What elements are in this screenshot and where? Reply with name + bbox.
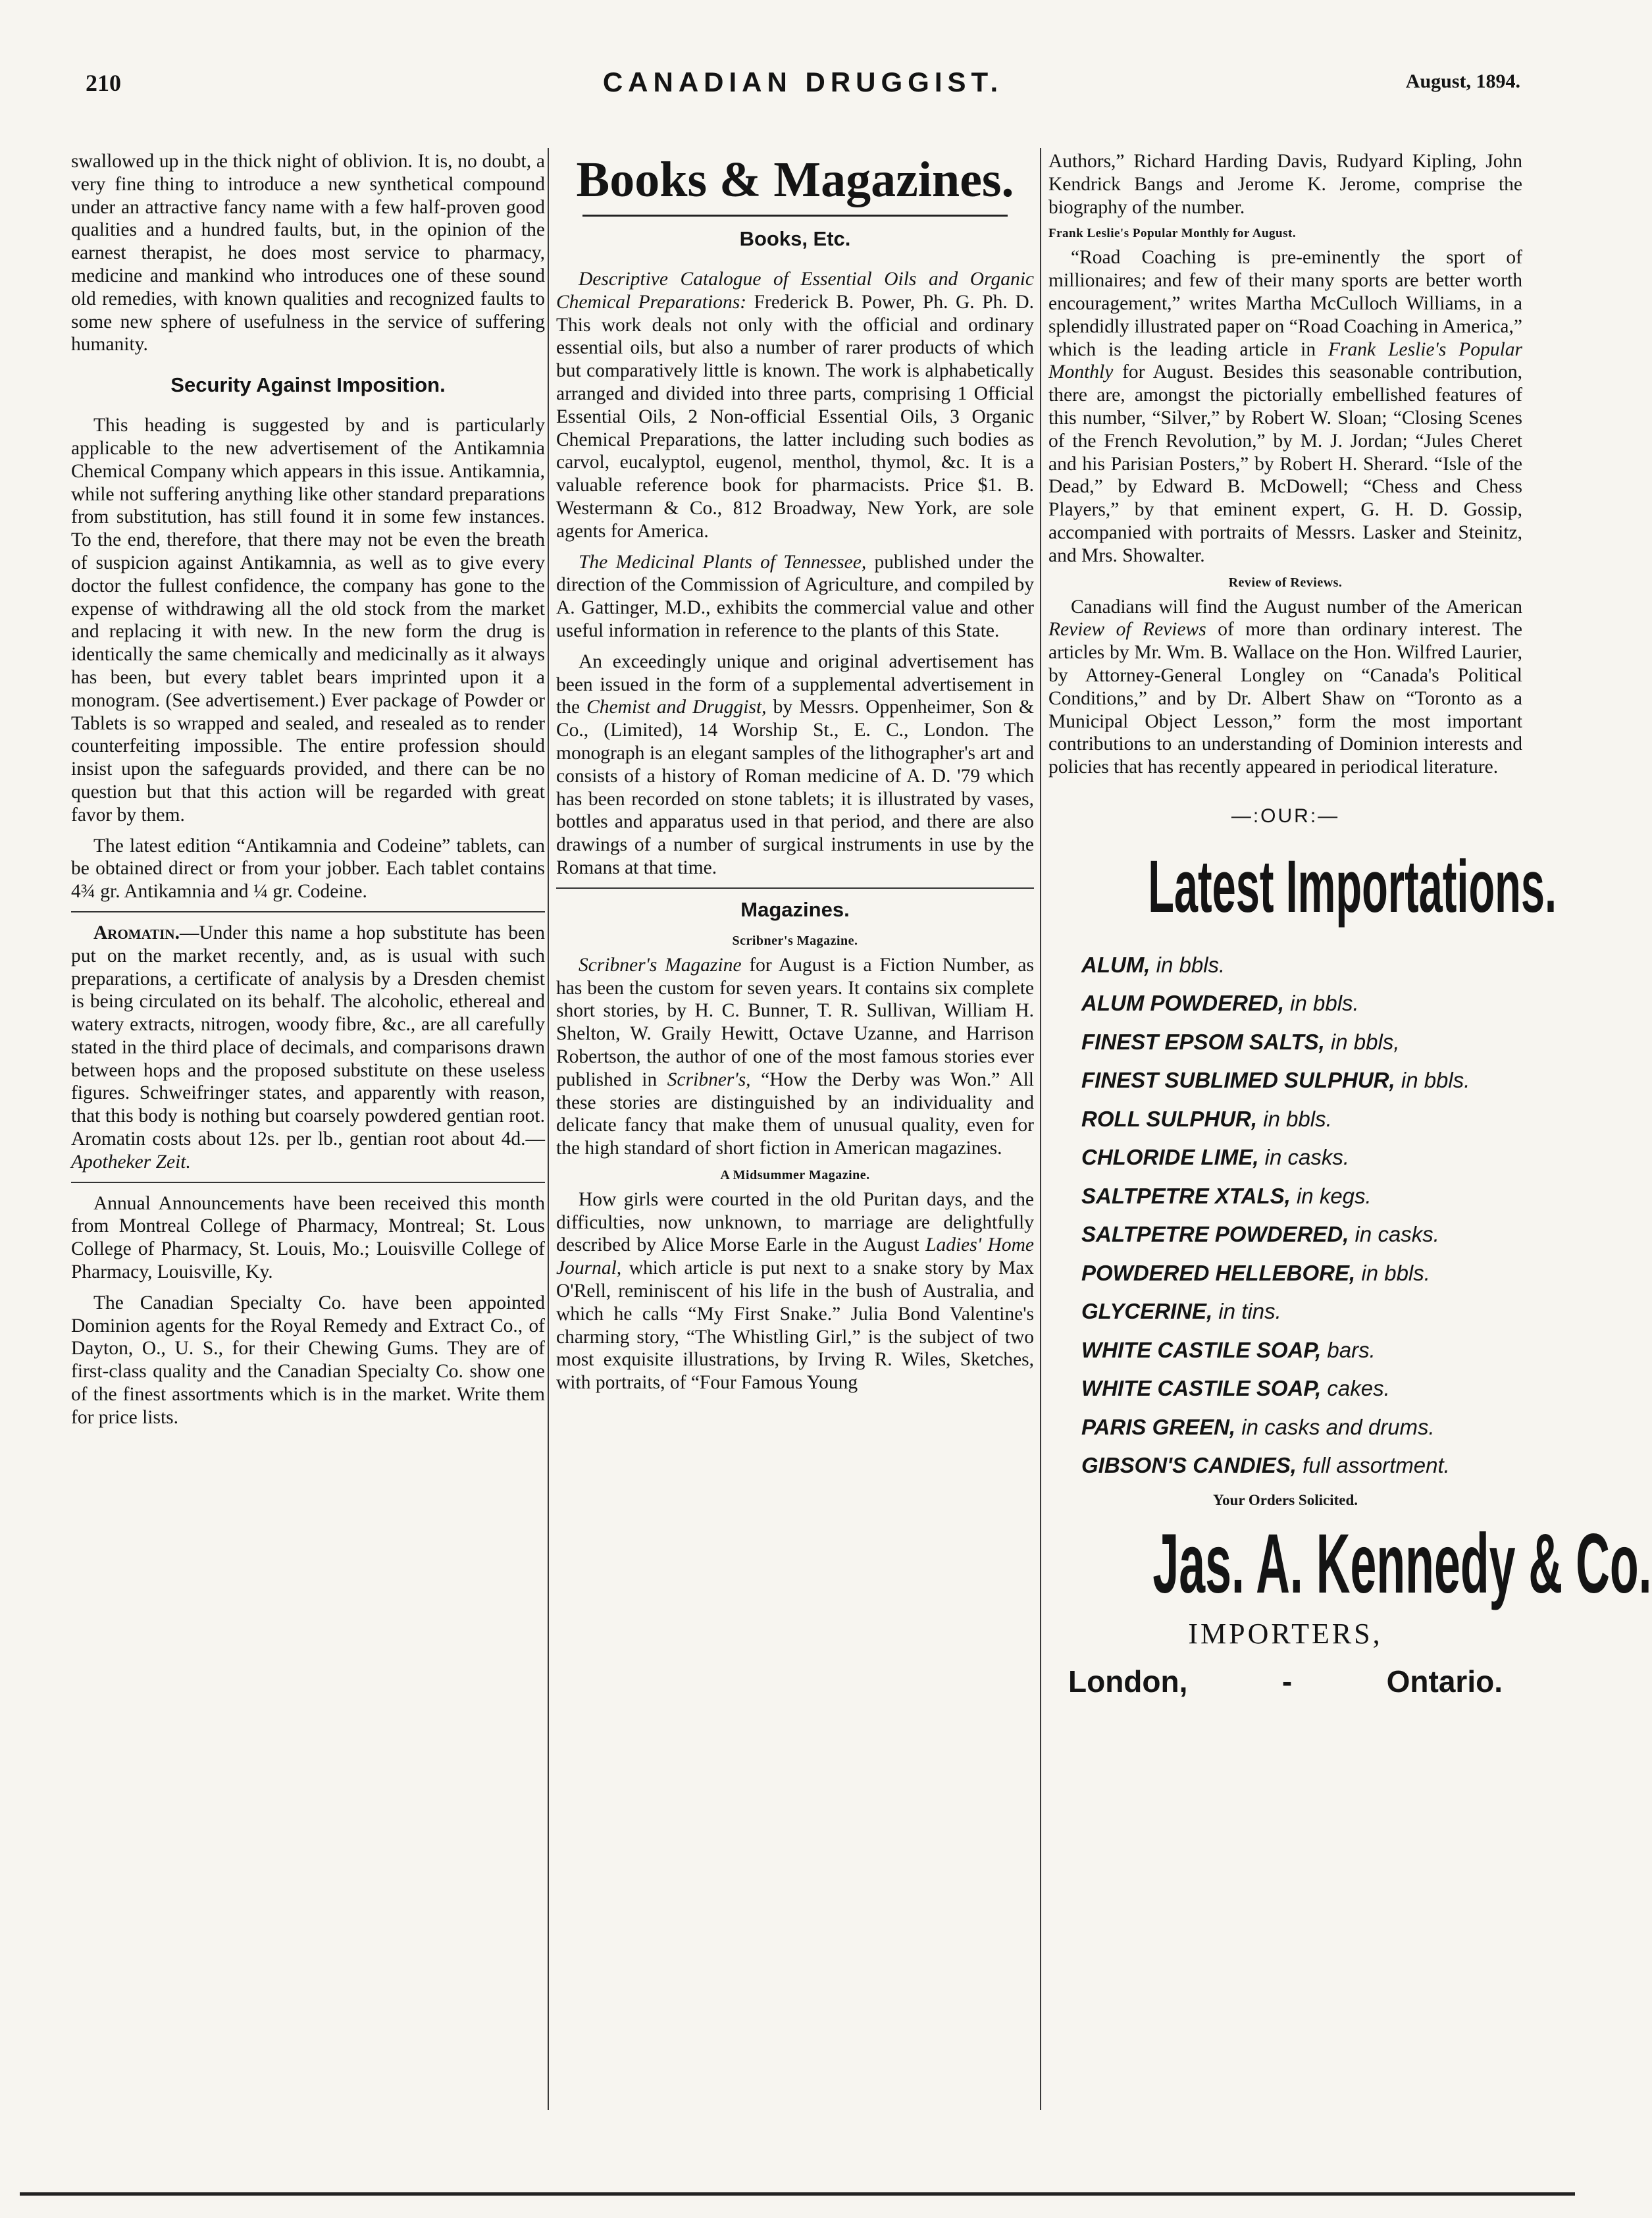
scribners-paragraph — [556, 954, 1034, 1160]
ad-product-item — [1081, 1408, 1522, 1447]
midsummer-paragraph — [556, 1188, 1034, 1394]
ad-product-name: POWDERED HELLEBORE, — [1081, 1260, 1356, 1285]
ad-product-item — [1081, 1061, 1522, 1100]
page-header — [86, 66, 1520, 115]
ad-product-detail: in bbls, — [1324, 1029, 1400, 1054]
ad-product-detail: in tins. — [1212, 1299, 1281, 1324]
intro-paragraph: swallowed up in the thick night of oblivion. It is, no doubt, a very fine thing to introduce a new synthetical compound under an attractive fancy name with a few half-proven good qualities and a hundred faults, but, in the opinion of the earnest therapist, he does most service to pharmacy, medicine and mankind who introduces one of these sound old remedies, with known qualities and recognized faults to some new sphere of usefulness in the service of suffering humanity. — [71, 151, 545, 356]
tennessee-title: The Medicinal Plants of Tennessee, — [579, 551, 867, 573]
ad-product-name: WHITE CASTILE SOAP, — [1081, 1337, 1322, 1362]
leslie-heading: Frank Leslie's Popular Monthly for August. — [1048, 226, 1297, 241]
heading-rule — [582, 215, 1008, 217]
leslie-text-b: for August. Besides this seasonable contribution, there are, amongst the pictorially embellished features of this number, “Silver,” by Robert W. Sloan; “Closing Scenes of the French Revolution,” by M. J. Jordan; “Jules Cheret and his Parisian Posters,” by Robert H. Sherard. “Isle of the Dead,” by Edward B. McDowell; “Chess and Chess Players,” by that eminent expert, G. H. D. Gossip, accompanied with portraits of Messrs. Lasker and Steinitz, and Mrs. Showalter. — [1048, 361, 1522, 566]
kennedy-advertisement — [1048, 805, 1652, 1699]
ad-product-item — [1081, 1177, 1522, 1216]
review-heading: Review of Reviews. — [1228, 575, 1343, 590]
leslie-text-a: “Road Coaching is pre-eminently the sport of millionaires; and few of their many sports are better worth encouragement,” writes Martha McCulloch Williams, in a splendidly illustrated paper on “Road Coaching in America,” which is the leading article in — [1048, 247, 1522, 360]
issue-date: August, 1894. — [1405, 70, 1520, 92]
ad-product-item — [1081, 946, 1522, 985]
ad-product-detail: cakes. — [1321, 1376, 1390, 1401]
books-magazines-heading: Books & Magazines. — [576, 152, 1014, 207]
ad-product-item — [1081, 1369, 1522, 1408]
review-text-a: Canadians will find the August number of the American — [1071, 596, 1522, 618]
section-divider — [71, 911, 545, 912]
column-middle — [556, 150, 1034, 1402]
tennessee-plants-paragraph — [556, 551, 1034, 643]
scribners-name: Scribner's Magazine — [579, 954, 742, 976]
ad-province: Ontario. — [1386, 1664, 1503, 1699]
ad-product-name: ROLL SULPHUR, — [1081, 1106, 1258, 1131]
review-text-b: of more than ordinary interest. The articles by Mr. Wm. B. Wallace on the Hon. Wilfred Laurier, by Attorney-General Longley on “Canada's Political Conditions,” and by Dr. Albert Shaw on “Toronto as a Municipal Object Lesson,” form the most important contributions to an understanding of Dominion interests and policies that has recently appeared in periodical literature. — [1048, 619, 1522, 778]
ad-product-detail: in bbls. — [1355, 1260, 1430, 1285]
annual-announcements-paragraph: Annual Announcements have been received this month from Montreal College of Pharmacy, Montreal; St. Lous College of Pharmacy, St. Louis, Mo.; Louisville College of Pharmacy, Louisville, Ky. — [71, 1192, 545, 1283]
ad-product-item — [1081, 1331, 1522, 1370]
ad-product-name: SALTPETRE XTALS, — [1081, 1183, 1291, 1208]
oppenheimer-text-a: An exceedingly unique and original advertisement has been issued in the form of a supplemental advertisement in the — [556, 650, 1034, 718]
leslie-pub-title: Frank Leslie's Popular Monthly — [1048, 338, 1522, 383]
ad-product-detail: in bbls. — [1150, 952, 1226, 977]
ad-product-name: FINEST SUBLIMED SULPHUR, — [1081, 1068, 1395, 1093]
specialty-co-paragraph: The Canadian Specialty Co. have been appointed Dominion agents for the Royal Remedy and Extract Co., of Dayton, O., U. S., for their Chewing Gums. They are of first-class quality and the Canadian Specialty Co. show one of the finest assortments which is in the market. Write them for price lists. — [71, 1292, 545, 1428]
ad-product-item — [1081, 1215, 1522, 1254]
column-divider — [1040, 148, 1041, 2110]
magazines-heading: Magazines. — [740, 897, 850, 921]
security-paragraph-1: This heading is suggested by and is particularly applicable to the new advertisement of the Antikamnia Chemical Company which appears in this issue. Antikamnia, while not suffering anything like other standard preparations from substitution, has still found it in some few instances. To the end, therefore, that there may not be even the breath of suspicion against Antikamnia, as well as to give every doctor the fullest confidence, the company has gone to the expense of withdrawing all the old stock from the market and replacing it with new. In the new form the drug is identically the same chemically and medicinally as it always has been, but every tablet bears imprinted upon it a monogram. (See advertisement.) Ever package of Powder or Tablets is so wrapped and sealed, and resealed as to render counterfeiting impossible. The entire profession should insist upon the safeguards provided, and there can be no question but that this action will be regarded with great favor by them. — [71, 415, 545, 826]
security-paragraph-2: The latest edition “Antikamnia and Codeine” tablets, can be obtained direct or from your jobber. Each tablet contains 4¾ gr. Antikamnia and ¼ gr. Codeine. — [71, 835, 545, 903]
column-right — [1048, 150, 1652, 1699]
aromatin-body: —Under this name a hop substitute has been put on the market recently, and, as is usual with such preparations, a certificate of analysis by a Dresden chemist is being circulated on its behalf. The alcoholic, ethereal and watery extracts, nitrogen, woody fibre, &c., are all carefully stated in the third place of decimals, and comparisons drawn between hops and the proposed substitute on these useless figures. Schweifringer states, and apparently with reason, that this body is nothing but coarsely powdered gentian root. Aromatin costs about 12s. per lb., gentian root about 4d.— — [71, 922, 545, 1150]
page-number: 210 — [86, 70, 121, 96]
ad-product-item — [1081, 1292, 1522, 1331]
ad-product-name: FINEST EPSOM SALTS, — [1081, 1029, 1325, 1054]
scribners-heading: Scribner's Magazine. — [732, 933, 858, 948]
ad-separator: - — [1281, 1664, 1293, 1699]
authors-continuation: Authors,” Richard Harding Davis, Rudyard Kipling, John Kendrick Bangs and Jerome K. Jerome, comprise the biography of the number. — [1048, 151, 1522, 218]
ad-product-detail: in casks and drums. — [1235, 1414, 1435, 1439]
catalogue-body: Frederick B. Power, Ph. G. Ph. D. This work deals not only with the official and ordinary essential oils, but also a number of rarer products of which but comparatively little is known. The work is alphabetically arranged and divided into three parts, comprising 1 Official Essential Oils, 2 Non-official Essential Oils, 3 Organic Chemical Preparations, the latter including such bodies as carvol, eucalyptol, eugenol, menthol, thymol, &c. It is a valuable reference book for pharmacists. Price $1. B. Westermann & Co., 812 Broadway, New York, are sole agents for America. — [556, 291, 1035, 542]
catalogue-title: Descriptive Catalogue of Essential Oils and Organic Chemical Preparations: — [556, 269, 1034, 313]
ad-product-detail: in casks. — [1349, 1222, 1439, 1247]
ad-firm-name: Jas. A. Kennedy & Co. — [1152, 1516, 1652, 1611]
chemist-druggist-title: Chemist and Druggist, — [586, 697, 767, 718]
midsummer-text-a: How girls were courted in the old Puritan days, and the difficulties, now unknown, to marriage are delightfully described by Alice Morse Earle in the August — [556, 1188, 1034, 1256]
journal-title: CANADIAN DRUGGIST. — [602, 66, 1004, 97]
ad-solicit: Your Orders Solicited. — [1213, 1491, 1358, 1508]
ad-product-name: ALUM POWDERED, — [1081, 991, 1284, 1016]
ad-product-detail: in bbls. — [1284, 991, 1359, 1016]
ad-product-name: PARIS GREEN, — [1081, 1414, 1236, 1439]
ad-product-detail: in casks. — [1258, 1145, 1350, 1170]
ladies-home-journal-title: Ladies' Home Journal, — [556, 1234, 1035, 1279]
ad-product-item — [1081, 1254, 1522, 1293]
ad-product-name: WHITE CASTILE SOAP, — [1081, 1376, 1322, 1401]
scribners-text-b: “How the Derby was Won.” All these stories are distinguished by an individuality and delicate fancy that make them of unusual quality, even for the high standard of short fiction in American magazines. — [556, 1069, 1035, 1159]
section-divider — [556, 887, 1034, 889]
midsummer-heading: A Midsummer Magazine. — [720, 1167, 870, 1182]
ad-product-detail: in kegs. — [1290, 1183, 1372, 1208]
ad-product-item — [1081, 1023, 1522, 1062]
aromatin-paragraph — [71, 922, 545, 1174]
aromatin-lead: Aromatin. — [93, 922, 180, 943]
column-divider — [548, 148, 549, 2110]
aromatin-source: Apotheker Zeit. — [71, 1151, 191, 1173]
midsummer-text-b: which article is put next to a snake story by Max O'Rell, reminiscent of his life in the bush of Australia, and which he calls “My First Snake.” Julia Bond Valentine's charming story, “The Whistling Girl,” is the subject of two most exquisite illustrations, by Irving R. Wiles, Sketches, with portraits, of “Four Famous Young — [556, 1257, 1034, 1394]
ad-product-name: CHLORIDE LIME, — [1081, 1145, 1259, 1170]
ad-location — [1048, 1664, 1522, 1699]
ad-product-item — [1081, 1446, 1522, 1485]
ad-product-name: GIBSON'S CANDIES, — [1081, 1453, 1297, 1478]
ad-product-item — [1081, 984, 1522, 1023]
ad-importers: IMPORTERS, — [1188, 1617, 1383, 1650]
ad-product-item — [1081, 1100, 1522, 1139]
oppenheimer-paragraph — [556, 650, 1034, 880]
review-paragraph — [1048, 596, 1522, 779]
ad-product-item — [1081, 1138, 1522, 1177]
review-pub-title: Review of Reviews — [1048, 619, 1206, 641]
ad-title: Latest Importations. — [1148, 845, 1557, 928]
ad-our-label: —:OUR:— — [1231, 805, 1340, 827]
ad-city: London, — [1068, 1664, 1188, 1699]
oppenheimer-text-b: by Messrs. Oppenheimer, Son & Co., (Limited), 14 Worship St., E. C., London. The monograph is an elegant samples of the lithographer's art and consists of a history of Roman medicine of A. D. '79 which has been recorded on stone tablets; it is illustrated by vases, bottles and apparatus used in that period, and there are also drawings of a number of surgical instruments in use by the Romans at that time. — [556, 697, 1035, 878]
ad-product-detail: full assortment. — [1296, 1453, 1450, 1478]
ad-product-name: ALUM, — [1081, 952, 1150, 977]
tennessee-body: published under the direction of the Commission of Agriculture, and compiled by A. Gattinger, M.D., exhibits the commercial value and other useful information in reference to the plants of this State. — [556, 551, 1034, 641]
ad-product-detail: bars. — [1321, 1337, 1376, 1362]
security-heading: Security Against Imposition. — [170, 373, 446, 397]
ad-product-list — [1048, 946, 1522, 1485]
ad-product-name: SALTPETRE POWDERED, — [1081, 1222, 1349, 1247]
leslie-paragraph — [1048, 246, 1522, 567]
section-divider — [71, 1182, 545, 1183]
power-catalogue-paragraph — [556, 268, 1034, 543]
column-left — [71, 150, 545, 1437]
scribners-text-a: for August is a Fiction Number, as has been the custom for seven years. It contains six complete short stories, by H. C. Bunner, T. R. Sullivan, William H. Shelton, W. Graily Hewitt, Octave Uzanne, and Harrison Robertson, the author of one of the most famous stories ever published in — [556, 954, 1034, 1090]
bottom-rule — [20, 2192, 1575, 2196]
ad-product-detail: in bbls. — [1257, 1106, 1332, 1131]
books-heading: Books, Etc. — [739, 227, 851, 250]
ad-product-detail: in bbls. — [1395, 1068, 1470, 1093]
scribners-name-2: Scribner's, — [667, 1069, 751, 1090]
ad-product-name: GLYCERINE, — [1081, 1299, 1213, 1324]
